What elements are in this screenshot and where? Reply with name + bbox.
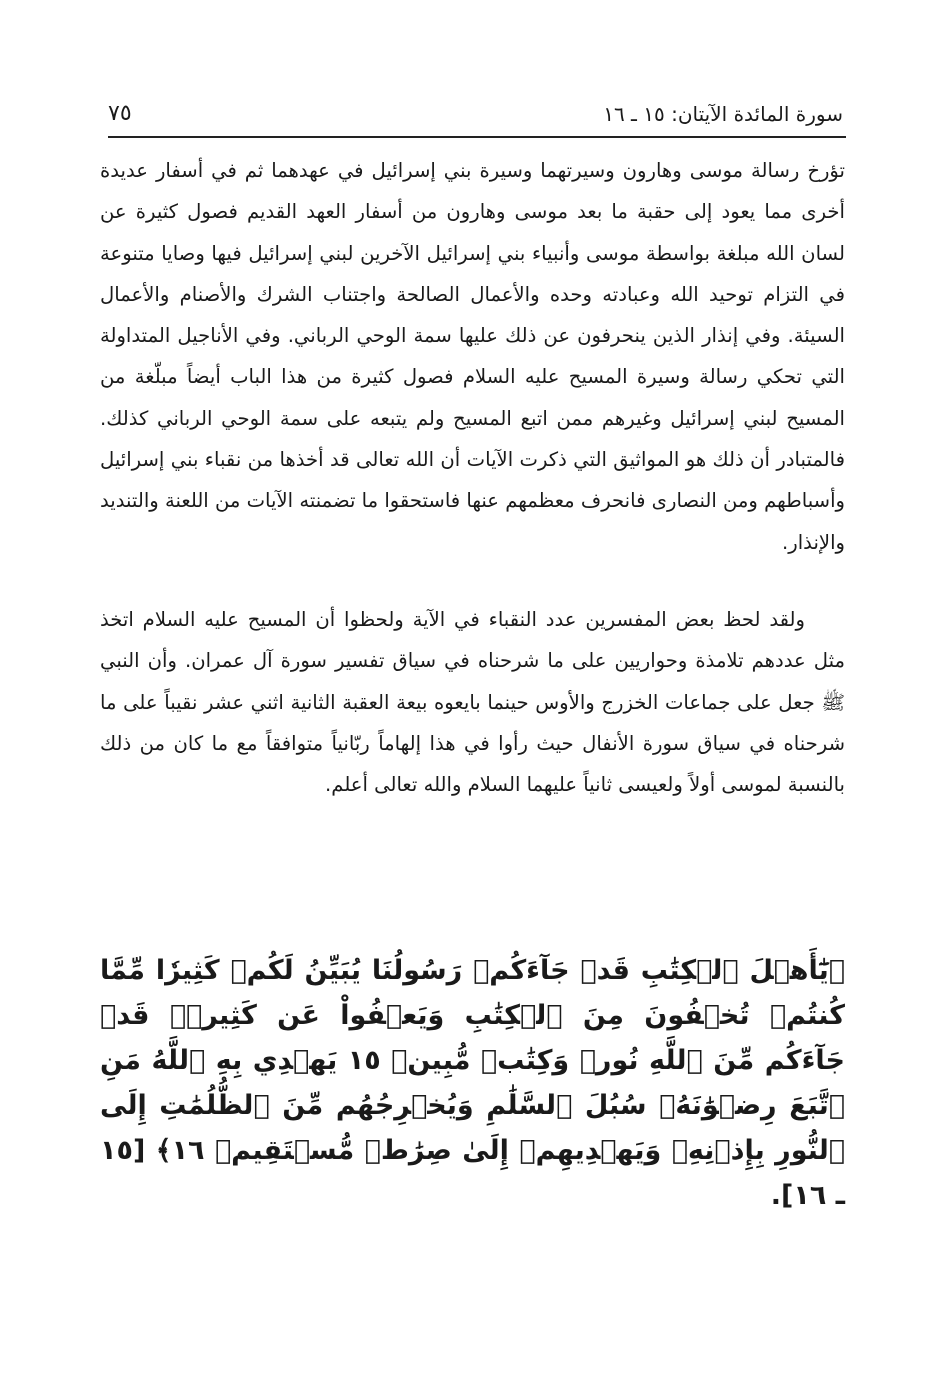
- quran-verse-block: [100, 948, 845, 1218]
- page-number: ٧٥: [108, 101, 132, 126]
- body-text: [100, 150, 845, 805]
- header-rule: [108, 136, 846, 138]
- running-title: سورة المائدة الآيتان: ١٥ ـ ١٦: [603, 102, 843, 126]
- page-header: [108, 96, 843, 136]
- paragraph: ولقد لحظ بعض المفسرين عدد النقباء في الآية ولحظوا أن المسيح عليه السلام اتخذ مثل عددهم تلامذة وحواريين على ما شرحناه في سياق تفسير سورة آل عمران. وأن النبي ﷺ جعل على جماعات الخزرج والأوس حينما بايعوه بيعة العقبة الثانية اثني عشر نقيباً على ما شرحناه في سياق سورة الأنفال حيث رأوا في هذا إلهاماً ربّانياً متوافقاً مع ما كان من ذلك بالنسبة لموسى أولاً ولعيسى ثانياً عليهما السلام والله تعالى أعلم.: [100, 607, 845, 797]
- paragraph: تؤرخ رسالة موسى وهارون وسيرتهما وسيرة بني إسرائيل في عهدهما ثم في أسفار عديدة أخرى مما يعود إلى حقبة ما بعد موسى وهارون من أسفار العهد القديم فصول كثيرة عن لسان الله مبلغة بواسطة موسى وأنبياء بني إسرائيل الآخرين لبني إسرائيل فيها وصايا متنوعة في التزام توحيد الله وعبادته وحده والأعمال الصالحة واجتناب الشرك والأصنام والأعمال السيئة. وفي إنذار الذين ينحرفون عن ذلك عليها سمة الوحي الرباني. وفي الأناجيل المتداولة التي تحكي رسالة وسيرة المسيح عليه السلام فصول كثيرة من هذا الباب أيضاً مبلّغة من المسيح لبني إسرائيل وغيرهم ممن اتبع المسيح ولم يتبعه على سمة الوحي الرباني كذلك. فالمتبادر أن ذلك هو المواثيق التي ذكرت الآيات أن الله تعالى قد أخذها من نقباء بني إسرائيل وأسباطهم ومن النصارى فانحرف معظمهم عنها فاستحقوا ما تضمنته الآيات من اللعنة والتنديد والإنذار.: [100, 159, 845, 554]
- quran-verse: ﴿يَٰٓأَهۡلَ ٱلۡكِتَٰبِ قَدۡ جَآءَكُمۡ رَسُولُنَا يُبَيِّنُ لَكُمۡ كَثِيرٗا مِّمَّا كُنتُمۡ تُخۡفُونَ مِنَ ٱلۡكِتَٰبِ وَيَعۡفُواْ عَن كَثِيرٖۚ قَدۡ جَآءَكُم مِّنَ ٱللَّهِ نُورٞ وَكِتَٰبٞ مُّبِينٞ ١٥ يَهۡدِي بِهِ ٱللَّهُ مَنِ ٱتَّبَعَ رِضۡوَٰنَهُۥ سُبُلَ ٱلسَّلَٰمِ وَيُخۡرِجُهُم مِّنَ ٱلظُّلُمَٰتِ إِلَى ٱلنُّورِ بِإِذۡنِهِۦ وَيَهۡدِيهِمۡ إِلَىٰ صِرَٰطٖ مُّسۡتَقِيمٖ ١٦﴾ [١٥ ـ ١٦].: [100, 955, 846, 1211]
